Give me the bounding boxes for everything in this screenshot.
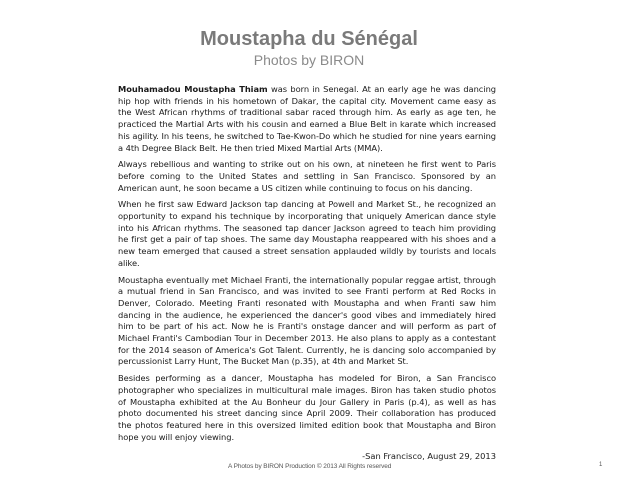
page-subtitle: Photos by BIRON <box>253 52 365 68</box>
biography-body <box>118 84 496 463</box>
paragraph-1-text: was born in Senegal. At an early age he was dancing hip hop with friends in his hometown of Dakar, the capital city. Movement came easy as the West African rhythms of traditional sabar raced through him. As early as age ten, he practiced the Martial Arts with his cousin and earned a Blue Belt in karate which increased his agility. In his teens, he switched to Tae-Kwon-Do which he studied for nine years earning a 4th Degree Black Belt. He then tried Mixed Martial Arts (MMA). <box>118 84 496 153</box>
paragraph-5: Besides performing as a dancer, Moustapha has modeled for Biron, a San Francisco photographer who specializes in multicultural male images. Biron has taken studio photos of Moustapha exhibited at the Au Bonheur du Jour Gallery in Paris (p.4), as well as has photo documented his street dancing since April 2009. Their collaboration has produced the photos featured here in this oversized limited edition book that Moustapha and Biron hope you will enjoy viewing. <box>118 373 496 442</box>
page-title: Moustapha du Sénégal <box>200 28 418 50</box>
page-number: 1 <box>599 462 603 468</box>
paragraph-4: Moustapha eventually met Michael Franti, the internationally popular reggae artist, through a mutual friend in San Francisco, and was invited to see Franti perform at Red Rocks in Denver, Colorado. Meeting Franti resonated with Moustapha and when Franti saw him dancing in the audience, he experienced the dancer's good vibes and immediately hired him to be part of his act. Now he is Franti's onstage dancer and will perform as part of Michael Franti's Cambodian Tour in December 2013. He also plans to apply as a contestant for the 2014 season of America's Got Talent. Currently, he is dancing solo accompanied by percussionist Larry Hunt, The Bucket Man (p.35), at 4th and Market St. <box>118 274 496 367</box>
copyright-footer: A Photos by BIRON Production © 2013 All Rights reserved <box>228 463 392 470</box>
subject-name: Mouhamadou Moustapha Thiam <box>118 84 268 94</box>
paragraph-3: When he first saw Edward Jackson tap dancing at Powell and Market St., he recognized an opportunity to expand his technique by incorporating that uniquely American dance style into his African rhythms. The seasoned tap dancer Jackson agreed to teach him providing he first get a pair of tap shoes. The same day Moustapha reappeared with his shoes and a new team emerged that caused a street sensation applauded wildly by tourists and locals alike. <box>118 199 496 268</box>
paragraph-2: Always rebellious and wanting to strike out on his own, at nineteen he first went to Paris before coming to the United States and settling in San Francisco. Sponsored by an American aunt, he soon became a US citizen while continuing to focus on his dancing. <box>118 159 496 193</box>
signature-line: -San Francisco, August 29, 2013 <box>362 451 496 462</box>
paragraph-1 <box>118 84 496 154</box>
